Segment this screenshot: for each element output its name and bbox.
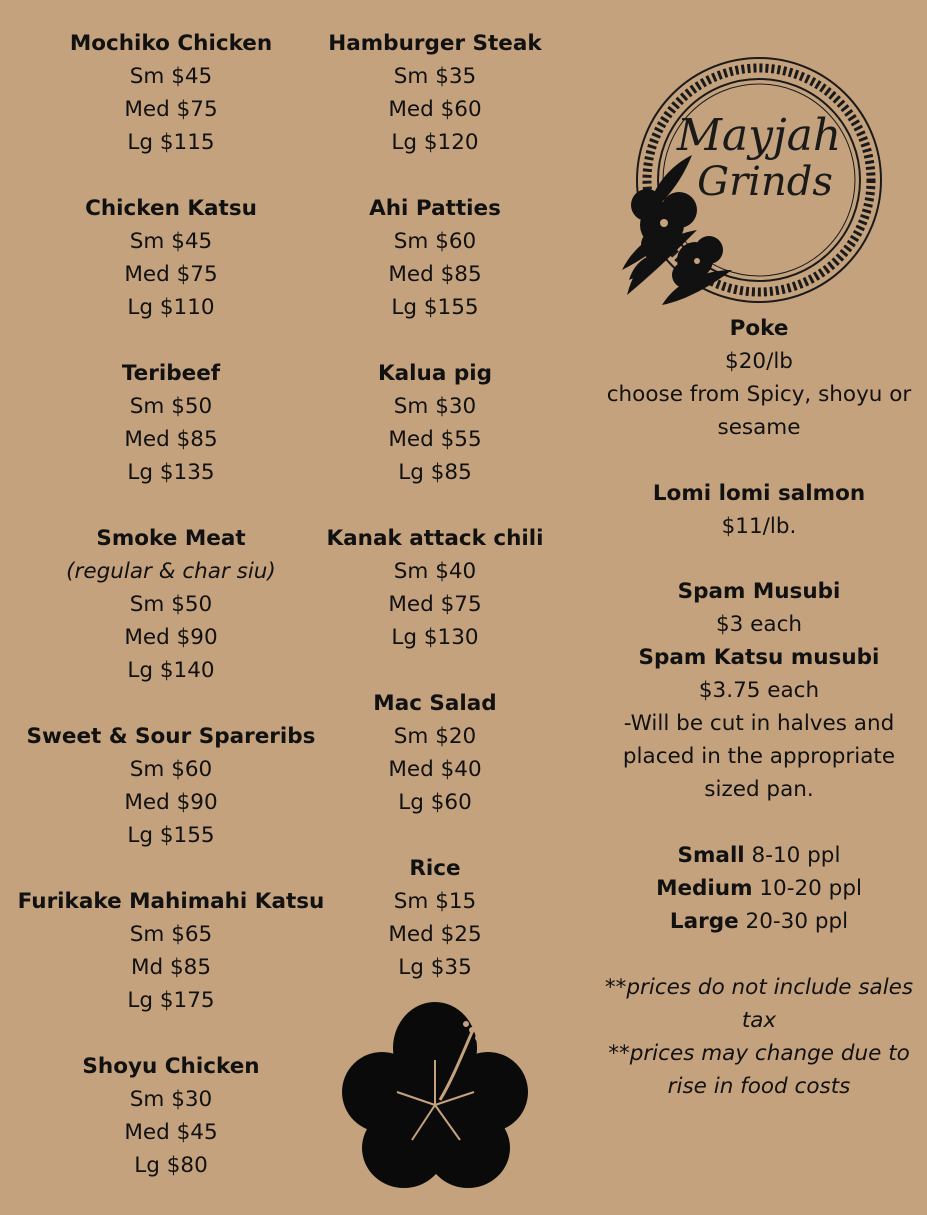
price-medium: Med $40 bbox=[388, 757, 482, 782]
menu-item bbox=[318, 687, 552, 819]
price-medium: Med $75 bbox=[388, 592, 482, 617]
size-large: Large 20-30 ppl bbox=[669, 909, 849, 934]
menu-item bbox=[0, 1050, 342, 1182]
poke-description: choose from Spicy, shoyu or sesame bbox=[606, 382, 912, 440]
item-name: Rice bbox=[409, 856, 461, 881]
price-small: Sm $50 bbox=[129, 394, 213, 419]
menu-column-left bbox=[0, 27, 342, 1215]
price-small: Sm $30 bbox=[393, 394, 477, 419]
poke-price: $20/lb bbox=[725, 349, 793, 374]
price-small: Sm $35 bbox=[393, 64, 477, 89]
price-large: Lg $155 bbox=[127, 823, 215, 848]
price-medium: Med $25 bbox=[388, 922, 482, 947]
price-small: Sm $15 bbox=[393, 889, 477, 914]
item-name: Mac Salad bbox=[373, 691, 497, 716]
menu-item bbox=[318, 522, 552, 654]
menu-item bbox=[0, 357, 342, 489]
price-large: Lg $135 bbox=[127, 460, 215, 485]
wreath-logo-icon bbox=[617, 55, 897, 305]
price-medium: Md $85 bbox=[130, 955, 212, 980]
logo-text-line1: Mayjah bbox=[676, 110, 842, 161]
menu-item bbox=[0, 522, 342, 687]
price-medium: Med $85 bbox=[388, 262, 482, 287]
price-small: Sm $65 bbox=[129, 922, 213, 947]
item-note: (regular & char siu) bbox=[66, 559, 276, 584]
price-large: Lg $115 bbox=[127, 130, 215, 155]
item-name: Ahi Patties bbox=[369, 196, 501, 221]
price-medium: Med $90 bbox=[124, 625, 218, 650]
price-medium: Med $85 bbox=[124, 427, 218, 452]
price-small: Sm $45 bbox=[129, 64, 213, 89]
lomi-price: $11/lb. bbox=[721, 514, 797, 539]
spam-musubi-price: $3 each bbox=[715, 612, 803, 637]
price-small: Sm $40 bbox=[393, 559, 477, 584]
item-name: Mochiko Chicken bbox=[69, 31, 273, 56]
price-medium: Med $90 bbox=[124, 790, 218, 815]
hibiscus-icon bbox=[342, 1000, 528, 1190]
item-name: Sweet & Sour Spareribs bbox=[26, 724, 316, 749]
item-name: Smoke Meat bbox=[96, 526, 246, 551]
item-name: Chicken Katsu bbox=[85, 196, 257, 221]
menu-item bbox=[0, 27, 342, 159]
menu-item bbox=[318, 852, 552, 984]
price-small: Sm $50 bbox=[129, 592, 213, 617]
item-name: Hamburger Steak bbox=[328, 31, 542, 56]
price-change-note: **prices may change due to rise in food costs bbox=[608, 1041, 910, 1099]
price-large: Lg $140 bbox=[127, 658, 215, 683]
item-name: Kanak attack chili bbox=[326, 526, 544, 551]
price-large: Lg $60 bbox=[398, 790, 472, 815]
lomi-title: Lomi lomi salmon bbox=[652, 481, 866, 506]
menu-item bbox=[318, 27, 552, 159]
price-small: Sm $60 bbox=[393, 229, 477, 254]
price-large: Lg $120 bbox=[391, 130, 479, 155]
menu-item bbox=[0, 720, 342, 852]
size-small: Small 8-10 ppl bbox=[677, 843, 841, 868]
menu-item bbox=[0, 885, 342, 1017]
menu-item bbox=[318, 192, 552, 324]
tax-note: **prices do not include sales tax bbox=[604, 975, 914, 1033]
price-small: Sm $60 bbox=[129, 757, 213, 782]
price-medium: Med $75 bbox=[124, 262, 218, 287]
price-medium: Med $60 bbox=[388, 97, 482, 122]
price-medium: Med $75 bbox=[124, 97, 218, 122]
logo-text-line2: Grinds bbox=[697, 159, 833, 205]
menu-column-right bbox=[598, 312, 920, 1103]
price-large: Lg $35 bbox=[398, 955, 472, 980]
price-large: Lg $130 bbox=[391, 625, 479, 650]
item-name: Shoyu Chicken bbox=[82, 1054, 260, 1079]
price-large: Lg $155 bbox=[391, 295, 479, 320]
price-large: Lg $85 bbox=[398, 460, 472, 485]
price-medium: Med $45 bbox=[124, 1120, 218, 1145]
price-small: Sm $45 bbox=[129, 229, 213, 254]
price-large: Lg $175 bbox=[127, 988, 215, 1013]
price-large: Lg $110 bbox=[127, 295, 215, 320]
cut-note: -Will be cut in halves and placed in the appropriate sized pan. bbox=[622, 711, 896, 802]
spam-katsu-title: Spam Katsu musubi bbox=[638, 645, 880, 670]
item-name: Furikake Mahimahi Katsu bbox=[17, 889, 325, 914]
menu-item bbox=[318, 357, 552, 489]
spam-musubi-title: Spam Musubi bbox=[677, 579, 841, 604]
menu-item bbox=[0, 192, 342, 324]
menu-column-middle bbox=[318, 27, 552, 1017]
item-name: Teribeef bbox=[121, 361, 221, 386]
price-small: Sm $20 bbox=[393, 724, 477, 749]
spam-katsu-price: $3.75 each bbox=[698, 678, 820, 703]
price-small: Sm $30 bbox=[129, 1087, 213, 1112]
item-name: Kalua pig bbox=[378, 361, 492, 386]
size-medium: Medium 10-20 ppl bbox=[656, 876, 862, 901]
price-large: Lg $80 bbox=[134, 1153, 208, 1178]
poke-title: Poke bbox=[729, 316, 789, 341]
price-medium: Med $55 bbox=[388, 427, 482, 452]
